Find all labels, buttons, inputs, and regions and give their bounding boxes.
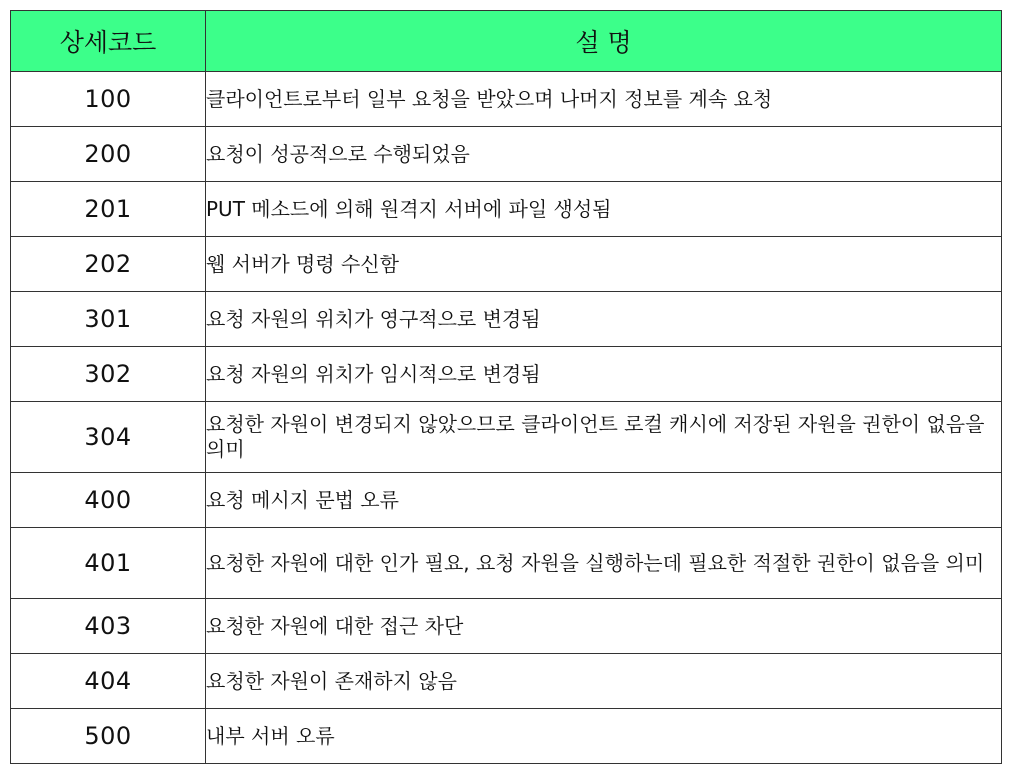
table-row (11, 292, 1002, 347)
status-description: 요청한 자원이 존재하지 않음 (206, 654, 1002, 709)
status-description: 요청한 자원에 대한 인가 필요, 요청 자원을 실행하는데 필요한 적절한 권한이 없음을 의미 (206, 528, 1002, 599)
header-code: 상세코드 (11, 11, 206, 72)
status-code: 404 (11, 654, 206, 709)
status-code: 400 (11, 473, 206, 528)
status-code: 304 (11, 402, 206, 473)
status-description: 요청 메시지 문법 오류 (206, 473, 1002, 528)
table-row (11, 599, 1002, 654)
table-row (11, 72, 1002, 127)
table-row (11, 709, 1002, 764)
http-status-code-table (10, 10, 1002, 764)
table-row (11, 182, 1002, 237)
status-code: 403 (11, 599, 206, 654)
status-code: 302 (11, 347, 206, 402)
status-description: 내부 서버 오류 (206, 709, 1002, 764)
status-description: PUT 메소드에 의해 원격지 서버에 파일 생성됨 (206, 182, 1002, 237)
status-description: 요청한 자원이 변경되지 않았으므로 클라이언트 로컬 캐시에 저장된 자원을 권한이 없음을 의미 (206, 402, 1002, 473)
status-code: 201 (11, 182, 206, 237)
table-row (11, 347, 1002, 402)
table-row (11, 237, 1002, 292)
status-code: 100 (11, 72, 206, 127)
status-description: 요청이 성공적으로 수행되었음 (206, 127, 1002, 182)
status-code: 401 (11, 528, 206, 599)
table-row (11, 473, 1002, 528)
status-description: 요청한 자원에 대한 접근 차단 (206, 599, 1002, 654)
table-row (11, 528, 1002, 599)
status-description: 요청 자원의 위치가 임시적으로 변경됨 (206, 347, 1002, 402)
status-description: 웹 서버가 명령 수신함 (206, 237, 1002, 292)
status-description: 요청 자원의 위치가 영구적으로 변경됨 (206, 292, 1002, 347)
table-row (11, 127, 1002, 182)
table-header-row (11, 11, 1002, 72)
table-row (11, 402, 1002, 473)
status-code: 202 (11, 237, 206, 292)
status-code: 500 (11, 709, 206, 764)
header-description: 설 명 (206, 11, 1002, 72)
status-description: 클라이언트로부터 일부 요청을 받았으며 나머지 정보를 계속 요청 (206, 72, 1002, 127)
status-code: 301 (11, 292, 206, 347)
status-code: 200 (11, 127, 206, 182)
table-row (11, 654, 1002, 709)
